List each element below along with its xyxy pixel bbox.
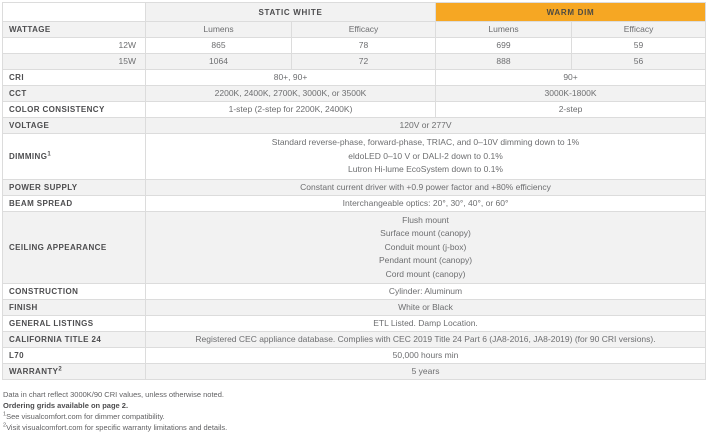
wd-lumens-value: 699 xyxy=(436,38,572,54)
warranty-value: 5 years xyxy=(146,364,706,380)
table-row-dimming xyxy=(3,134,706,180)
warm-dim-group-header: WARM DIM xyxy=(436,3,706,22)
row-label: CRI xyxy=(3,70,146,86)
column-header-row xyxy=(3,22,706,38)
wattage-value: 15W xyxy=(3,54,146,70)
ceiling-line: Pendant mount (canopy) xyxy=(378,255,473,265)
power-supply-value: Constant current driver with +0.9 power factor and +80% efficiency xyxy=(146,179,706,195)
row-label: GENERAL LISTINGS xyxy=(3,316,146,332)
table-row-power-supply xyxy=(3,179,706,195)
construction-value: Cylinder: Aluminum xyxy=(146,284,706,300)
group-header-row xyxy=(3,3,706,22)
california-title-24-value: Registered CEC appliance database. Complies with CEC 2019 Title 24 Part 6 (JA8-2016, JA8-2019) (for 90 CRI versions). xyxy=(146,332,706,348)
ceiling-line: Cord mount (canopy) xyxy=(385,268,466,279)
sw-lumens-header: Lumens xyxy=(146,22,292,38)
row-label: CALIFORNIA TITLE 24 xyxy=(3,332,146,348)
table-row-finish xyxy=(3,300,706,316)
footnote-dimmer-compatibility: $^1$See visualcomfort.com for dimmer compatibility. xyxy=(3,411,165,421)
dimming-line: Lutron Hi-lume EcoSystem down to 0.1% xyxy=(348,164,503,174)
static-white-group-header: STATIC WHITE xyxy=(146,3,436,22)
table-row-voltage xyxy=(3,118,706,134)
sw-efficacy-header: Efficacy xyxy=(292,22,436,38)
table-row-warranty xyxy=(3,364,706,380)
row-label: WARRANTY$^2$ xyxy=(3,364,146,380)
table-row-15w xyxy=(3,54,706,70)
row-label: CEILING APPEARANCE xyxy=(3,211,146,284)
row-label: CONSTRUCTION xyxy=(3,284,146,300)
dimming-line: Standard reverse-phase, forward-phase, TRIAC, and 0–10V dimming down to 1% xyxy=(271,137,580,147)
row-label: DIMMING$^1$ xyxy=(3,134,146,180)
general-listings-value: ETL Listed. Damp Location. xyxy=(146,316,706,332)
ceiling-appearance-value xyxy=(146,211,706,284)
wattage-header: WATTAGE xyxy=(3,22,146,38)
table-row-l70 xyxy=(3,348,706,364)
color-consistency-static-white: 1-step (2-step for 2200K, 2400K) xyxy=(146,102,436,118)
table-row-cri xyxy=(3,70,706,86)
l70-value: 50,000 hours min xyxy=(146,348,706,364)
spec-table xyxy=(2,2,706,380)
color-consistency-warm-dim: 2-step xyxy=(436,102,706,118)
table-row-california-title-24 xyxy=(3,332,706,348)
row-label: VOLTAGE xyxy=(3,118,146,134)
footnote-ordering-grids: Ordering grids available on page 2. xyxy=(3,401,129,410)
row-label: FINISH xyxy=(3,300,146,316)
table-row-general-listings xyxy=(3,316,706,332)
table-row-construction xyxy=(3,284,706,300)
row-label: CCT xyxy=(3,86,146,102)
dimming-value xyxy=(146,134,706,180)
wd-lumens-header: Lumens xyxy=(436,22,572,38)
wd-lumens-value: 888 xyxy=(436,54,572,70)
sw-efficacy-value: 78 xyxy=(292,38,436,54)
table-row-beam-spread xyxy=(3,195,706,211)
cri-warm-dim: 90+ xyxy=(436,70,706,86)
row-label: COLOR CONSISTENCY xyxy=(3,102,146,118)
cri-static-white: 80+, 90+ xyxy=(146,70,436,86)
wd-efficacy-value: 56 xyxy=(572,54,706,70)
corner-cell xyxy=(3,3,146,22)
dimming-line: eldoLED 0–10 V or DALI-2 down to 0.1% xyxy=(348,150,503,161)
table-row-color-consistency xyxy=(3,102,706,118)
wattage-value: 12W xyxy=(3,38,146,54)
ceiling-line: Flush mount xyxy=(402,214,449,225)
table-row-12w xyxy=(3,38,706,54)
row-label: L70 xyxy=(3,348,146,364)
cct-warm-dim: 3000K-1800K xyxy=(436,86,706,102)
footnote-warranty-details: $^2$Visit visualcomfort.com for specific warranty limitations and details. xyxy=(3,422,228,432)
wd-efficacy-value: 59 xyxy=(572,38,706,54)
sw-efficacy-value: 72 xyxy=(292,54,436,70)
cct-static-white: 2200K, 2400K, 2700K, 3000K, or 3500K xyxy=(146,86,436,102)
wd-efficacy-header: Efficacy xyxy=(572,22,706,38)
table-row-cct xyxy=(3,86,706,102)
voltage-value: 120V or 277V xyxy=(146,118,706,134)
footnote-marker: 2 xyxy=(3,422,7,429)
sw-lumens-value: 1064 xyxy=(146,54,292,70)
footnote-marker: 1 xyxy=(3,411,7,418)
footnote-marker: 2 xyxy=(58,366,63,373)
table-row-ceiling-appearance xyxy=(3,211,706,284)
footnote-marker: 1 xyxy=(47,151,52,158)
ceiling-line: Conduit mount (j-box) xyxy=(384,241,467,252)
footnote-data-basis: Data in chart reflect 3000K/90 CRI values, unless otherwise noted. xyxy=(3,390,224,399)
sw-lumens-value: 865 xyxy=(146,38,292,54)
row-label: BEAM SPREAD xyxy=(3,195,146,211)
footnotes xyxy=(3,389,707,433)
beam-spread-value: Interchangeable optics: 20°, 30°, 40°, or 60° xyxy=(146,195,706,211)
finish-value: White or Black xyxy=(146,300,706,316)
row-label: POWER SUPPLY xyxy=(3,179,146,195)
ceiling-line: Surface mount (canopy) xyxy=(380,228,471,238)
